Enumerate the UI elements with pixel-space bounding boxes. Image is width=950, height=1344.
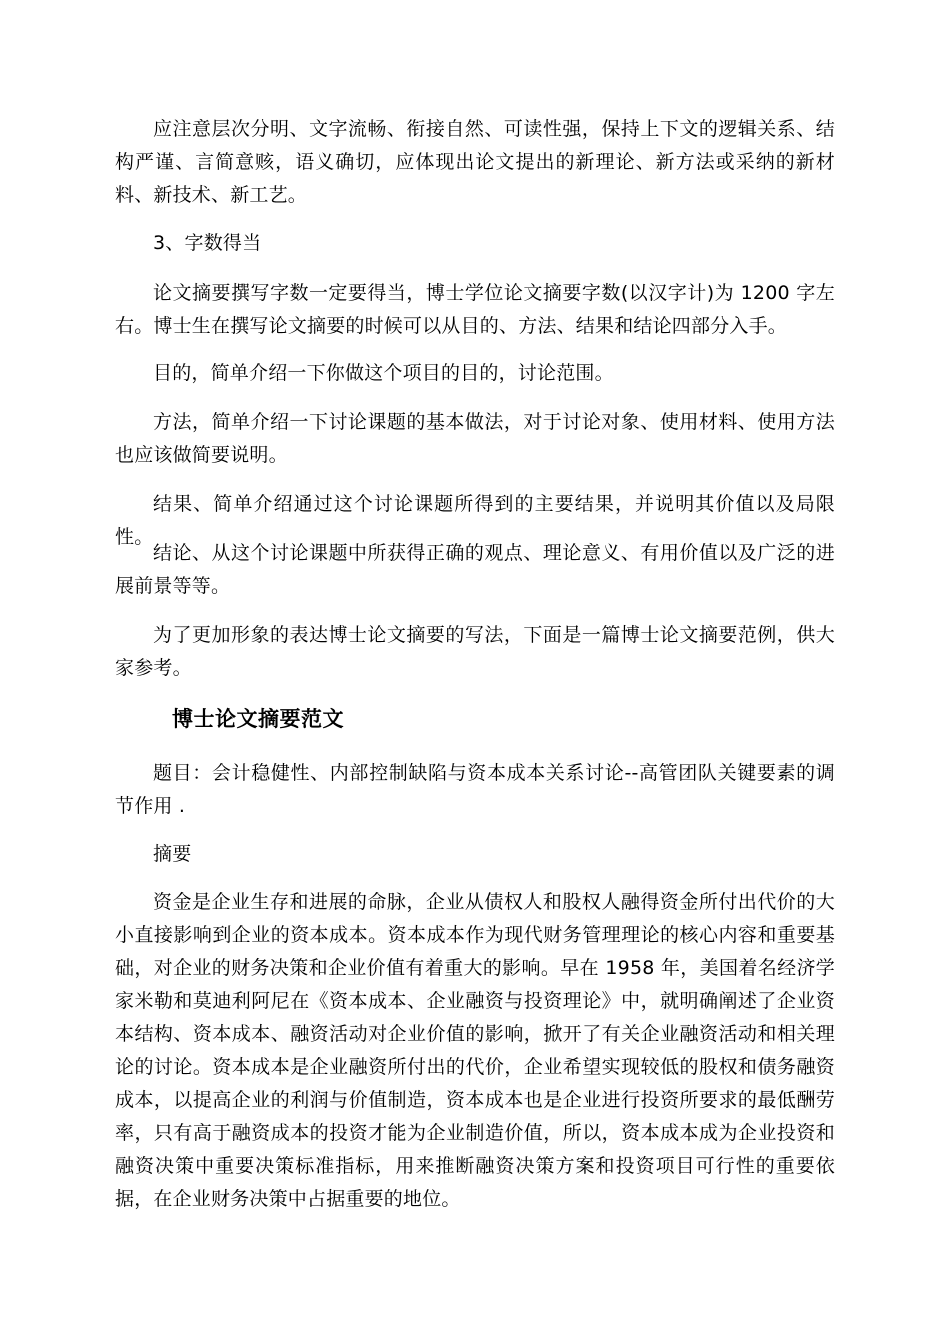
section-heading: 博士论文摘要范文 <box>172 707 344 731</box>
paragraph-intro-example: 为了更加形象的表达博士论文摘要的写法，下面是一篇博士论文摘要范例，供大家参考。 <box>115 624 835 679</box>
paragraph-title: 题目：会计稳健性、内部控制缺陷与资本成本关系讨论--高管团队关键要素的调节作用 . <box>115 762 835 817</box>
paragraph-conclusion: 结论、从这个讨论课题中所获得正确的观点、理论意义、有用价值以及广泛的进展前景等等。 <box>115 542 835 597</box>
paragraph-structure-requirements: 应注意层次分明、文字流畅、衔接自然、可读性强，保持上下文的逻辑关系、结构严谨、言简意赅，语义确切，应体现出论文提出的新理论、新方法或采纳的新材料、新技术、新工艺。 <box>115 118 835 206</box>
paragraph-method: 方法，简单介绍一下讨论课题的基本做法，对于讨论对象、使用材料、使用方法也应该做简要说明。 <box>115 411 835 466</box>
paragraph-word-count-heading: 3、字数得当 <box>153 232 262 254</box>
paragraph-abstract-body: 资金是企业生存和进展的命脉，企业从债权人和股权人融得资金所付出代价的大小直接影响到企业的资本成本。资本成本作为现代财务管理理论的核心内容和重要基础，对企业的财务决策和企业价值有着重大的影响。早在 1958 年，美国着名经济学家米勒和莫迪利阿尼在《资本成本、企业融资与投资理论》中，就明确阐述了企业资本结构、资本成本、融资活动对企业价值的影响，掀开了有关企业融资活动和相关理论的讨论。资本成本是企业融资所付出的代价，企业希望实现较低的股权和债务融资成本，以提高企业的利润与价值制造，资本成本也是企业进行投资所要求的最低酬劳率，只有高于融资成本的投资才能为企业制造价值，所以，资本成本成为企业投资和融资决策中重要决策标准指标，用来推断融资决策方案和投资项目可行性的重要依据，在企业财务决策中占据重要的地位。 <box>115 891 835 1210</box>
paragraph-result: 结果、简单介绍通过这个讨论课题所得到的主要结果，并说明其价值以及局限性。 <box>115 493 835 548</box>
paragraph-word-count: 论文摘要撰写字数一定要得当，博士学位论文摘要字数(以汉字计)为 1200 字左右。博士生在撰写论文摘要的时候可以从目的、方法、结果和结论四部分入手。 <box>115 282 835 337</box>
paragraph-purpose: 目的，简单介绍一下你做这个项目的目的，讨论范围。 <box>153 362 614 384</box>
paragraph-abstract-label: 摘要 <box>153 843 192 865</box>
